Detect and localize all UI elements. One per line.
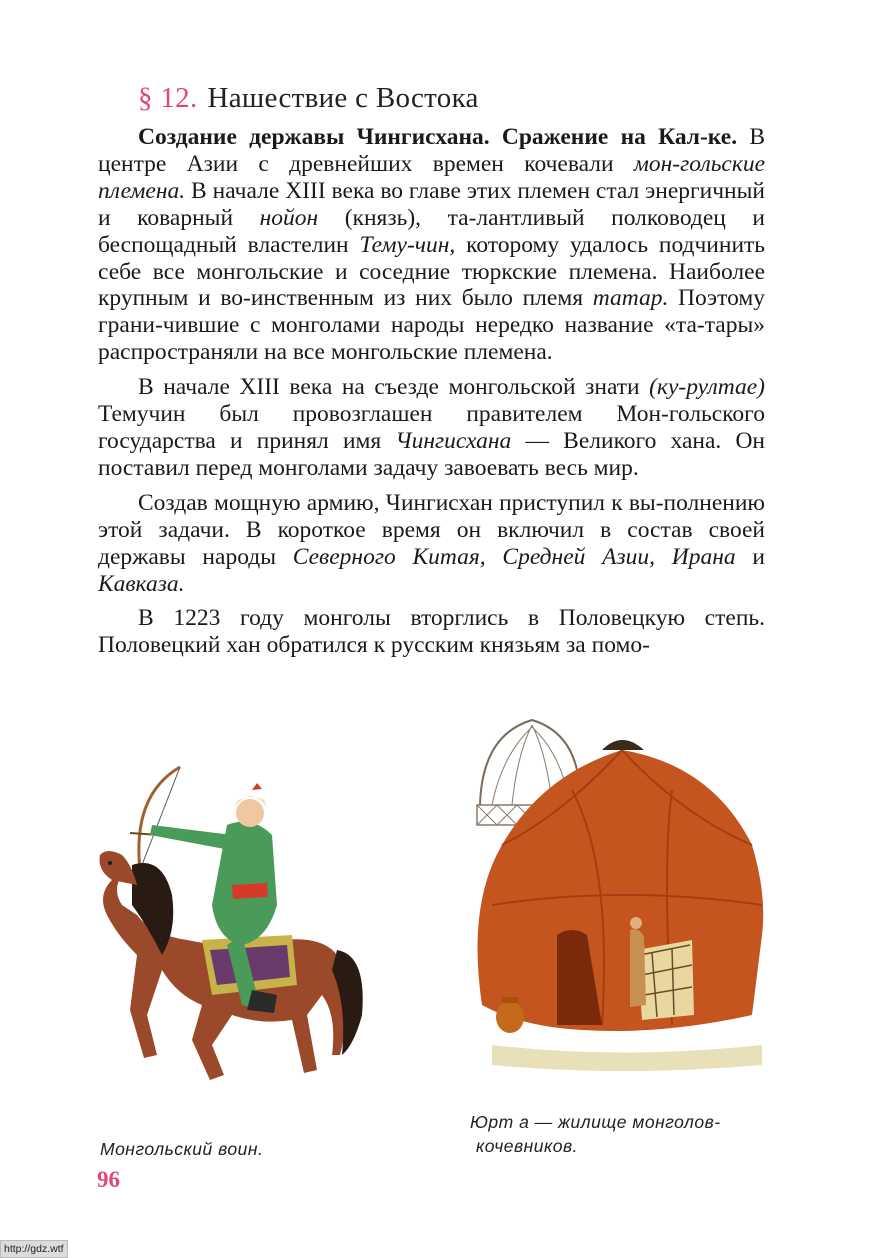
term: нойон: [259, 204, 319, 231]
paragraph-3: [98, 490, 765, 598]
section-number: § 12.: [138, 82, 198, 114]
section-heading: [138, 78, 479, 118]
text-run: Создав мощную армию, Чингисхан приступил к вы-полнению этой задачи. В короткое время он включил в состав своей державы народы: [98, 489, 765, 570]
section-title: Нашествие с Востока: [207, 82, 479, 114]
term: мон-гольские племена.: [98, 150, 765, 204]
text-run: — Великого хана. Он поставил перед монголами задачу завоевать весь мир.: [98, 427, 765, 481]
yurt-caption: [470, 1110, 721, 1158]
term: Кавказа.: [98, 570, 185, 597]
text-run: В начале XIII века во главе этих племен стал энергичный и коварный: [98, 177, 765, 231]
text-run: В центре Азии с древнейших времен кочевали: [98, 124, 765, 177]
paragraph-1: [98, 124, 765, 366]
term: Тему-чин,: [359, 231, 456, 258]
text-run: (князь), та-лантливый полководец и беспощадный властелин: [98, 204, 765, 258]
source-link[interactable]: http://gdz.wtf: [0, 1240, 68, 1258]
main-text: [98, 124, 765, 667]
paragraph-4: В 1223 году монголы вторглись в Половецкую степь. Половецкий хан обратился к русским князьям за помо-: [98, 605, 765, 659]
warrior-caption: Монгольский воин.: [100, 1139, 264, 1159]
term: (ку-рултае): [649, 374, 765, 401]
mongol-warrior-illustration: [92, 755, 372, 1100]
page-number: 96: [97, 1167, 120, 1192]
text-run: Поэтому грани-чившие с монголами народы нередко название «та-тары» распространяли на все монгольские племена.: [98, 285, 765, 366]
term: Северного Китая, Средней Азии, Ирана: [292, 543, 736, 570]
paragraph-2: [98, 374, 765, 482]
text-run: В начале XIII века на съезде монгольской знати: [138, 374, 650, 401]
yurt-illustration: [462, 705, 772, 1100]
term: Чингисхана: [395, 427, 512, 454]
text-run: которому удалось подчинить себе все монгольские и соседние тюркские племена. Наиболее крупным и во-инственным из них было племя: [98, 231, 766, 312]
term: татар.: [592, 285, 669, 312]
text-run: и: [735, 543, 765, 570]
yurt-caption-line-2: кочевников.: [476, 1136, 578, 1156]
text-run: Темучин был провозглашен правителем Мон-гольского государства и принял имя: [98, 401, 765, 454]
yurt-caption-line-1: Юрт а — жилище монголов-: [470, 1112, 721, 1132]
subheading: Создание державы Чингисхана. Сражение на Кал-ке.: [138, 124, 738, 150]
